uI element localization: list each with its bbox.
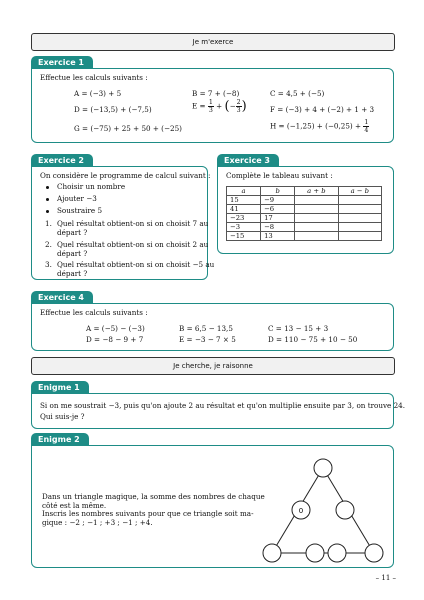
header-a-plus-b: a + b xyxy=(295,187,338,196)
table-row xyxy=(227,196,382,205)
question-2-number: 2. xyxy=(45,240,52,249)
cell-diff xyxy=(338,205,381,214)
enigma-2-line-4: gique : −2 ; −1 ; +3 ; −1 ; +4. xyxy=(42,518,153,527)
question-3-line-1: Quel résultat obtient-on si on choisit −5 au xyxy=(57,260,215,269)
triangle-circle-right-middle xyxy=(336,501,354,519)
section-banner-research: Je cherche, je raisonne xyxy=(31,357,395,375)
cell-b: −6 xyxy=(261,205,295,214)
circle-value-zero: 0 xyxy=(298,507,304,515)
cell-diff xyxy=(338,196,381,205)
calc-d: D = (−13,5) + (−7,5) xyxy=(74,105,152,114)
cell-a: −15 xyxy=(227,232,261,241)
cell-b: −9 xyxy=(261,196,295,205)
bullet-icon xyxy=(46,198,49,201)
enigma-2-box xyxy=(31,445,394,568)
step-3: Soustraire 5 xyxy=(57,206,103,215)
cell-a: 15 xyxy=(227,196,261,205)
exercise-2-box xyxy=(31,166,215,280)
calc-e: E = $\frac{1}{3}$ + (− $\frac{2}{3}$ ) xyxy=(192,99,247,114)
cell-b: −8 xyxy=(261,223,295,232)
cell-sum xyxy=(295,232,338,241)
header-a: a xyxy=(227,187,261,196)
calc-d: D = −8 − 9 + 7 xyxy=(86,335,144,344)
exercise-4-box xyxy=(31,303,394,351)
page-number: – 11 – xyxy=(375,574,396,582)
step-2: Ajouter −3 xyxy=(57,194,97,203)
enigma-1-title: Enigme 1 xyxy=(31,381,89,394)
table-row xyxy=(227,223,382,232)
enigma-1-line-2: Qui suis-je ? xyxy=(40,412,85,421)
bullet-icon xyxy=(46,210,49,213)
cell-b: 17 xyxy=(261,214,295,223)
fraction-one-third: $\frac{1}{3}$ xyxy=(208,99,213,114)
calc-b: B = 7 + (−8) xyxy=(192,89,240,98)
table-row xyxy=(227,232,382,241)
cell-diff xyxy=(338,232,381,241)
enigma-1-line-1: Si on me soustrait −3, puis qu'on ajoute 2 au résultat et qu'on multiplie ensuite par 3, on trouve 24. xyxy=(40,401,406,410)
fraction-one-quarter: $\frac{1}{4}$ xyxy=(364,119,369,134)
step-1: Choisir un nombre xyxy=(57,182,126,191)
bullet-icon xyxy=(46,186,49,189)
cell-sum xyxy=(295,196,338,205)
plus-sign: + xyxy=(216,101,223,111)
cell-a: −23 xyxy=(227,214,261,223)
cell-diff xyxy=(338,223,381,232)
triangle-circle-bottom-right xyxy=(365,544,383,562)
cell-sum xyxy=(295,205,338,214)
exercise-4-title: Exercice 4 xyxy=(31,291,93,304)
question-1-line-2: départ ? xyxy=(57,228,88,237)
triangle-circle-bottom-mid-left xyxy=(306,544,324,562)
calc-c: C = 4,5 + (−5) xyxy=(270,89,325,98)
header-a-minus-b: a − b xyxy=(338,187,381,196)
question-1-line-1: Quel résultat obtient-on si on choisit 7 au xyxy=(57,219,209,228)
enigma-2-title: Enigme 2 xyxy=(31,433,89,446)
exercise-3-intro: Complète le tableau suivant : xyxy=(226,171,333,180)
question-3-line-2: départ ? xyxy=(57,269,88,278)
question-1-number: 1. xyxy=(45,219,52,228)
exercise-3-title: Exercice 3 xyxy=(217,154,279,167)
exercise-2-title: Exercice 2 xyxy=(31,154,93,167)
cell-b: 13 xyxy=(261,232,295,241)
calc-g: G = (−75) + 25 + 50 + (−25) xyxy=(74,124,182,133)
question-2-line-2: départ ? xyxy=(57,249,88,258)
fraction-two-thirds: $\frac{2}{3}$ xyxy=(236,99,241,114)
enigma-2-line-3: Inscris les nombres suivants pour que ce triangle soit ma- xyxy=(42,509,254,518)
calc-a: A = (−5) − (−3) xyxy=(86,324,145,333)
minus-sign: − xyxy=(229,101,236,111)
enigma-1-box xyxy=(31,393,406,429)
exercise-1-box xyxy=(31,68,394,143)
exercise-3-box xyxy=(217,166,394,254)
triangle-circle-top xyxy=(314,459,332,477)
header-b: b xyxy=(261,187,295,196)
magic-triangle-diagram xyxy=(257,453,387,565)
cell-diff xyxy=(338,214,381,223)
values-table xyxy=(226,186,382,241)
calc-a: A = (−3) + 5 xyxy=(74,89,122,98)
cell-sum xyxy=(295,223,338,232)
exercise-2-intro: On considère le programme de calcul suivant : xyxy=(40,171,211,180)
calc-e: E = −3 − 7 × 5 xyxy=(179,335,236,344)
calc-d-prime: D = 110 − 75 + 10 − 50 xyxy=(268,335,358,344)
table-row xyxy=(227,205,382,214)
exercise-1-title: Exercice 1 xyxy=(31,56,93,69)
question-2-line-1: Quel résultat obtient-on si on choisit 2 au xyxy=(57,240,209,249)
calc-b: B = 6,5 − 13,5 xyxy=(179,324,233,333)
enigma-2-line-1: Dans un triangle magique, la somme des nombres de chaque xyxy=(42,492,265,501)
enigma-2-line-2: côté est la même. xyxy=(42,501,107,510)
calc-h xyxy=(270,119,369,134)
triangle-circle-bottom-left xyxy=(263,544,281,562)
cell-a: 41 xyxy=(227,205,261,214)
calc-c: C = 13 − 15 + 3 xyxy=(268,324,329,333)
exercise-4-intro: Effectue les calculs suivants : xyxy=(40,308,148,317)
calc-h-prefix: H = (−1,25) + (−0,25) + xyxy=(270,121,362,131)
triangle-circle-bottom-mid-right xyxy=(328,544,346,562)
cell-sum xyxy=(295,214,338,223)
calc-f: F = (−3) + 4 + (−2) + 1 + 3 xyxy=(270,105,375,114)
cell-a: −3 xyxy=(227,223,261,232)
question-3-number: 3. xyxy=(45,260,52,269)
exercise-1-intro: Effectue les calculs suivants : xyxy=(40,73,148,82)
table-row xyxy=(227,214,382,223)
calc-e-prefix: E = xyxy=(192,101,206,111)
table-header-row xyxy=(227,187,382,196)
section-banner-exercises: Je m'exerce xyxy=(31,33,395,51)
